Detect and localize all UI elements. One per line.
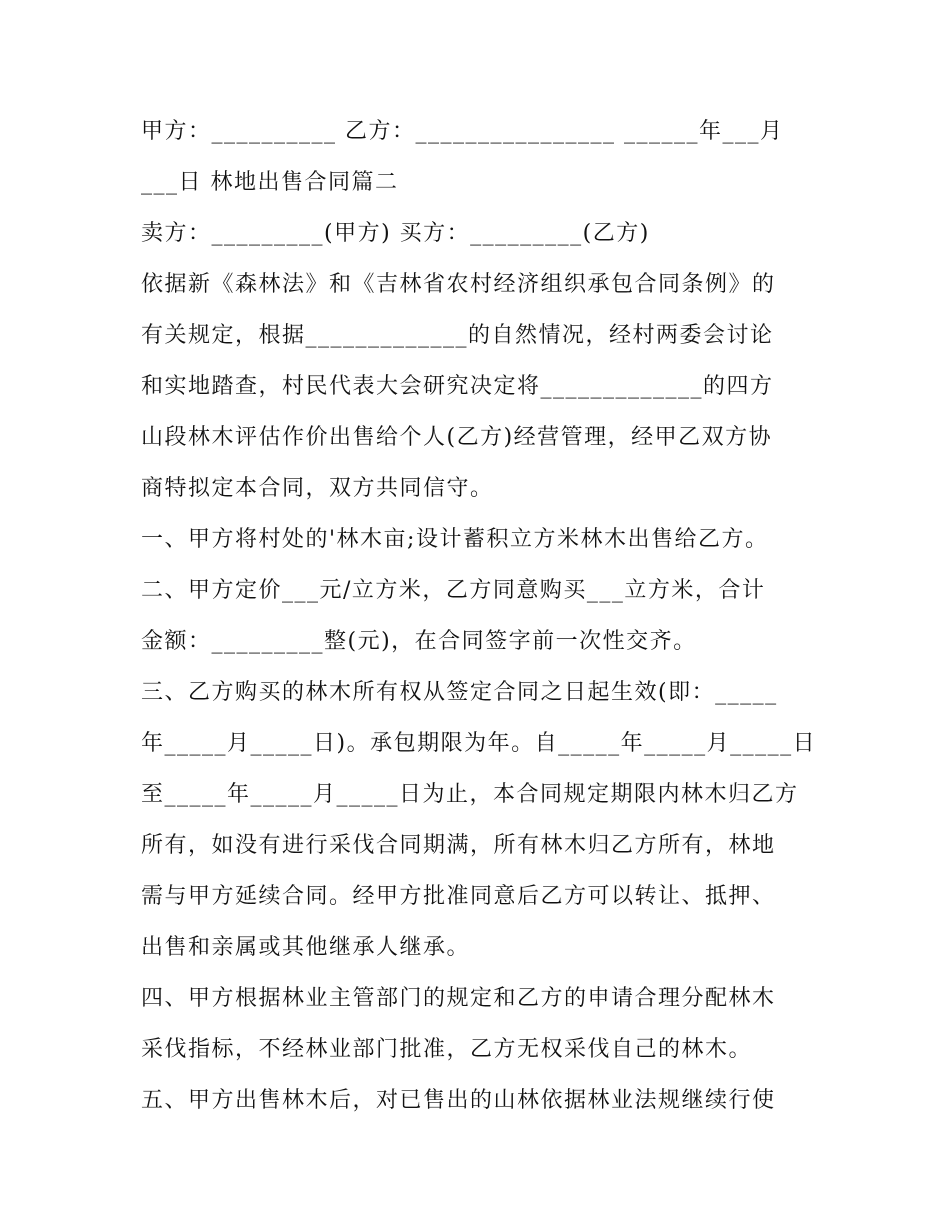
text-line-11: 金额：_________整(元)，在合同签字前一次性交齐。	[141, 629, 697, 654]
text-line-16: 需与甲方延续合同。经甲方批准同意后乙方可以转让、抵押、	[141, 884, 776, 909]
text-line-4: 依据新《森林法》和《吉林省农村经济组织承包合同条例》的	[141, 272, 776, 297]
text-line-17: 出售和亲属或其他继承人继承。	[141, 935, 471, 960]
text-line-3: 卖方：_________(甲方) 买方：_________(乙方)	[141, 221, 650, 246]
text-line-12: 三、乙方购买的林木所有权从签定合同之日起生效(即：_____	[141, 680, 778, 705]
text-line-15: 所有，如没有进行采伐合同期满，所有林木归乙方所有，林地	[141, 833, 776, 858]
text-line-19: 采伐指标，不经林业部门批准，乙方无权采伐自己的林木。	[141, 1037, 753, 1062]
text-line-5: 有关规定，根据_____________的自然情况，经村两委会讨论	[141, 323, 774, 348]
text-line-18: 四、甲方根据林业主管部门的规定和乙方的申请合理分配林木	[141, 986, 776, 1011]
text-line-6: 和实地踏查，村民代表大会研究决定将_____________的四方	[141, 374, 774, 399]
text-line-9: 一、甲方将村处的'林木亩;设计蓄积立方米林木出售给乙方。	[141, 527, 769, 552]
text-line-13: 年_____月_____日)。承包期限为年。自_____年_____月_____日	[141, 731, 817, 756]
text-line-10: 二、甲方定价___元/立方米，乙方同意购买___立方米，合计	[141, 578, 766, 603]
text-line-8: 商特拟定本合同，双方共同信守。	[141, 476, 494, 501]
document-page	[141, 106, 821, 1126]
text-line-20: 五、甲方出售林木后，对已售出的山林依据林业法规继续行使	[141, 1088, 776, 1113]
text-line-7: 山段林木评估作价出售给个人(乙方)经营管理，经甲乙双方协	[141, 425, 773, 450]
text-line-2: ___日 林地出售合同篇二	[141, 170, 399, 195]
text-line-1: 甲方：__________ 乙方：________________ ______年___月	[141, 119, 784, 144]
text-line-14: 至_____年_____月_____日为止，本合同规定期限内林木归乙方	[141, 782, 799, 807]
